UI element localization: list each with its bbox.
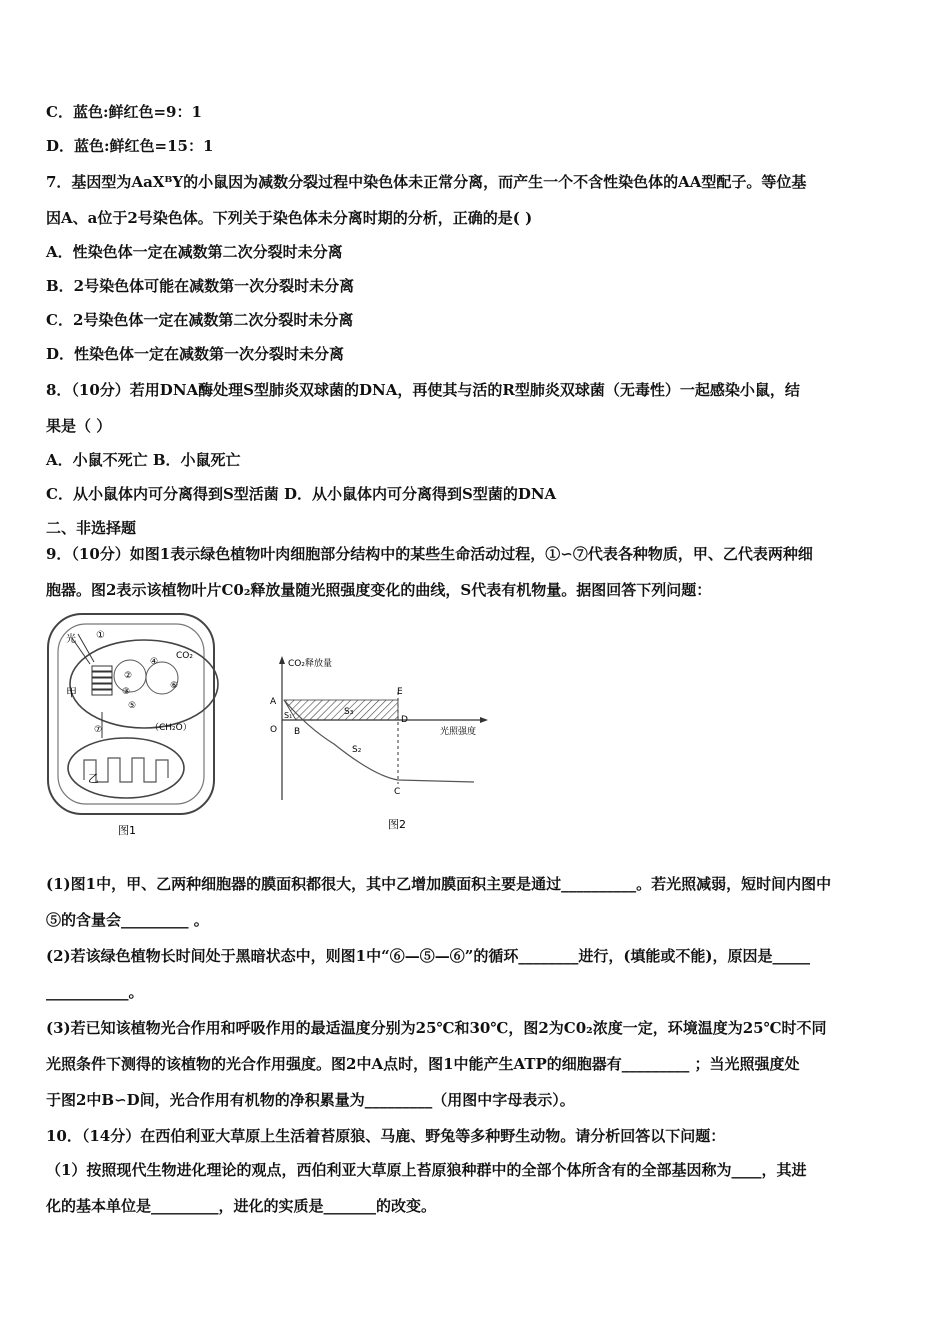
q9-sub3-line3: 于图2中B∽D间，光合作用有机物的净积累量为_________（用图中字母表示）。 [46,1091,575,1109]
point-a: A [270,697,277,707]
q7-line1: 7．基因型为AaXᴮY的小鼠因为减数分裂过程中染色体未正常分离，而产生一个不含性染色体的AA型配子。等位基 [46,173,807,191]
q9-sub1-line1: (1)图1中，甲、乙两种细胞器的膜面积都很大，其中乙增加膜面积主要是通过__________。若光照减弱，短时间内图中 [46,875,832,893]
q7-option-c: C．2号染色体一定在减数第二次分裂时未分离 [46,311,354,329]
label-5: ⑤ [128,701,137,711]
label-s2: S₂ [352,745,362,755]
q8-options-ab: A．小鼠不死亡 B．小鼠死亡 [46,451,241,469]
label-light: 光 [66,634,76,645]
q9-line2: 胞器。图2表示该植物叶片C0₂释放量随光照强度变化的曲线，S代表有机物量。据图回答下列问题： [46,581,712,599]
thylakoid-stack [92,666,112,695]
label-s1: S₁ [284,711,293,720]
label-2: ② [124,671,133,681]
section-heading: 二、非选择题 [46,519,137,537]
q9-line1: 9．（10分）如图1表示绿色植物叶肉细胞部分结构中的某些生命活动过程，①∽⑦代表各种物质，甲、乙代表两种细 [46,545,813,563]
label-jia: 甲 [66,686,77,699]
q9-sub3-line1: (3)若已知该植物光合作用和呼吸作用的最适温度分别为25℃和30℃，图2为C0₂浓度一定，环境温度为25℃时不同 [46,1019,827,1037]
q9-sub1-line2: ⑤的含量会_________ 。 [46,911,209,929]
y-axis-label: CO₂释放量 [288,659,332,669]
label-3: ③ [122,687,131,697]
label-4: ④ [150,657,159,667]
mitochondrion-yi [68,738,184,798]
q7-line2: 因A、a位于2号染色体。下列关于染色体未分离时期的分析，正确的是( ) [46,209,533,227]
q10-line1: 10．（14分）在西伯利亚大草原上生活着苔原狼、马鹿、野兔等多种野生动物。请分析回答以下问题： [46,1127,726,1145]
q7-option-b: B．2号染色体可能在减数第一次分裂时未分离 [46,277,355,295]
q9-sub2-line2: ___________。 [46,983,144,1001]
point-d: D [401,715,408,725]
point-c: C [394,787,401,797]
q10-sub1-line1: （1）按照现代生物进化理论的观点，西伯利亚大草原上苔原狼种群中的全部个体所含有的全部基因称为____，其进 [46,1161,807,1179]
line-c-option: C．蓝色:鲜红色=9：1 [46,103,202,121]
q7-option-a: A．性染色体一定在减数第二次分裂时未分离 [46,243,343,261]
label-ch2o: （CH₂O） [150,723,192,733]
q9-sub3-line2: 光照条件下测得的该植物的光合作用强度。图2中A点时，图1中能产生ATP的细胞器有_________ ；当光照强度处 [46,1055,800,1073]
x-axis-label: 光照强度 [440,727,477,737]
q9-sub2-line1: (2)若该绿色植物长时间处于黑暗状态中，则图1中“⑥—⑤—⑥”的循环________进行，(填能或不能)，原因是_____ [46,947,811,965]
figure-2-caption: 图2 [388,818,406,831]
label-6: ⑥ [170,681,179,691]
label-co2: CO₂ [176,651,193,661]
q8-options-cd: C．从小鼠体内可分离得到S型活菌 D．从小鼠体内可分离得到S型菌的DNA [46,485,557,503]
q8-line2: 果是（ ） [46,417,112,435]
label-s3: S₃ [344,707,354,717]
q8-line1: 8．（10分）若用DNA酶处理S型肺炎双球菌的DNA，再使其与活的R型肺炎双球菌（无毒性）一起感染小鼠，结 [46,381,800,399]
figure-2-curve [264,652,494,842]
q7-option-d: D．性染色体一定在减数第一次分裂时未分离 [46,345,345,363]
figure-1-cell-diagram [44,612,220,838]
figure-1-caption: 图1 [118,824,136,837]
hatched-area-s3 [284,700,398,720]
point-o: O [270,725,278,735]
label-1: ① [96,630,105,641]
label-yi: 乙 [88,772,99,785]
label-7: ⑦ [94,725,103,735]
line-d-option: D．蓝色:鲜红色=15：1 [46,137,214,155]
point-e: E [397,687,403,697]
q10-sub1-line2: 化的基本单位是_________，进化的实质是_______的改变。 [46,1197,437,1215]
point-b: B [294,727,301,737]
